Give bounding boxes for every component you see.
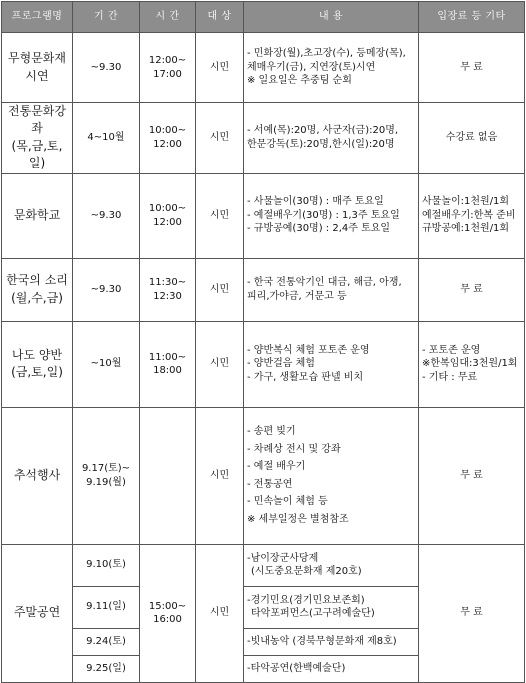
content-cell: -빗내농악 (경북무형문화재 제8호) — [244, 628, 419, 655]
content-cell: -남이장군사당제 (시도중요문화재 제20호) — [244, 544, 419, 586]
content-cell: -경기민요(경기민요보존회) 타악포퍼먼스(고구려예술단) — [244, 586, 419, 628]
table-row — [2, 173, 525, 258]
fee-cell: 수강료 없음 — [419, 103, 525, 174]
header-content: 내 용 — [244, 2, 419, 33]
table-row — [2, 103, 525, 174]
content-cell: -타악공연(한백예술단) — [244, 655, 419, 682]
table-row — [2, 33, 525, 103]
target-cell: 시민 — [196, 173, 244, 258]
target-cell: 시민 — [196, 544, 244, 682]
header-program-name: 프로그램명 — [2, 2, 73, 33]
header-target: 대 상 — [196, 2, 244, 33]
period-cell: ~9.30 — [73, 33, 140, 103]
content-cell: - 한국 전통악기인 대금, 해금, 아쟁, 피리,가야금, 거문고 등 — [244, 258, 419, 321]
table-row — [2, 544, 525, 586]
target-cell: 시민 — [196, 103, 244, 174]
table-row — [2, 407, 525, 544]
header-time: 시 간 — [140, 2, 196, 33]
time-cell: 11:30~ 12:30 — [140, 258, 196, 321]
time-cell: 12:00~ 17:00 — [140, 33, 196, 103]
target-cell: 시민 — [196, 33, 244, 103]
time-cell: 15:00~ 16:00 — [140, 544, 196, 682]
program-name-cell: 나도 양반 (금,토,일) — [2, 321, 73, 407]
date-cell: 9.25(일) — [73, 655, 140, 682]
program-name-cell: 한국의 소리 (월,수,금) — [2, 258, 73, 321]
fee-cell: 무 료 — [419, 258, 525, 321]
table-row — [2, 258, 525, 321]
target-cell: 시민 — [196, 407, 244, 544]
period-cell: ~9.30 — [73, 258, 140, 321]
header-row — [2, 2, 525, 33]
program-name-cell: 주말공연 — [2, 544, 73, 682]
fee-cell: 사물놀이:1천원/1회 예절배우기:한복 준비 규방공예:1천원/1회 — [419, 173, 525, 258]
table-row — [2, 321, 525, 407]
content-cell: - 서예(목):20명, 사군자(금):20명, 한문강독(토):20명,한시(일):20명 — [244, 103, 419, 174]
time-cell: 11:00~ 18:00 — [140, 321, 196, 407]
program-name-cell: 무형문화재 시연 — [2, 33, 73, 103]
period-cell: 4~10월 — [73, 103, 140, 174]
time-cell — [140, 407, 196, 544]
content-cell: - 사물놀이(30명) : 매주 토요일 - 예절배우기(30명) : 1,3주 토요일 - 규방공예(30명) : 2,4주 토요일 — [244, 173, 419, 258]
date-cell: 9.10(토) — [73, 544, 140, 586]
period-cell: ~9.30 — [73, 173, 140, 258]
target-cell: 시민 — [196, 258, 244, 321]
content-cell: - 양반복식 체험 포토존 운영 - 양반걸음 체험 - 가구, 생활모습 판넬 비치 — [244, 321, 419, 407]
date-cell: 9.11(일) — [73, 586, 140, 628]
date-cell: 9.24(토) — [73, 628, 140, 655]
period-cell: 9.17(토)~ 9.19(월) — [73, 407, 140, 544]
content-cell: - 송편 빚기 - 차례상 전시 및 강좌 - 예절 배우기 - 전통공연 - 민속놀이 체험 등 ※ 세부일정은 별첨참조 — [244, 407, 419, 544]
program-name-cell: 추석행사 — [2, 407, 73, 544]
fee-cell: 무 료 — [419, 33, 525, 103]
time-cell: 10:00~ 12:00 — [140, 103, 196, 174]
program-name-cell: 문화학교 — [2, 173, 73, 258]
period-cell: ~10월 — [73, 321, 140, 407]
fee-cell: - 포토존 운영 ※한복임대:3천원/1회 - 기타 : 무료 — [419, 321, 525, 407]
target-cell: 시민 — [196, 321, 244, 407]
fee-cell: 무 료 — [419, 407, 525, 544]
header-fee: 입장료 등 기타 — [419, 2, 525, 33]
time-cell: 10:00~ 12:00 — [140, 173, 196, 258]
program-table — [1, 1, 525, 683]
fee-cell: 무 료 — [419, 544, 525, 682]
header-period: 기 간 — [73, 2, 140, 33]
content-cell: - 민화장(월),초고장(수), 등메장(목), 체매우기(금), 지연장(토)시연 ※ 일요일은 추중팀 순회 — [244, 33, 419, 103]
program-name-cell: 전통문화강좌 (목,금,토,일) — [2, 103, 73, 174]
